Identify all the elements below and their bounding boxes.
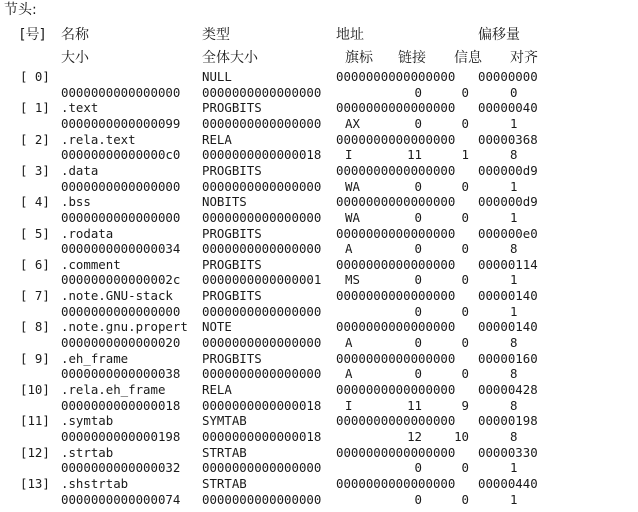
section-flags: I bbox=[345, 397, 353, 413]
section-index: [ 5] bbox=[20, 225, 50, 241]
section-flags: A bbox=[345, 366, 353, 382]
section-align: 1 bbox=[510, 209, 518, 225]
section-index: [13] bbox=[20, 475, 50, 491]
section-offset: 00000368 bbox=[478, 131, 538, 147]
section-align: 1 bbox=[510, 491, 518, 507]
section-offset: 00000040 bbox=[478, 100, 538, 116]
section-link: 11 bbox=[407, 397, 422, 413]
header-align: 对齐 bbox=[510, 50, 538, 66]
section-address: 0000000000000000 bbox=[336, 319, 456, 335]
section-name: .note.gnu.propert bbox=[61, 319, 188, 335]
section-align: 1 bbox=[510, 115, 518, 131]
section-offset: 00000114 bbox=[478, 256, 538, 272]
section-align: 1 bbox=[510, 460, 518, 476]
section-align: 8 bbox=[510, 147, 518, 163]
section-type: NOBITS bbox=[202, 194, 247, 210]
section-flags: A bbox=[345, 241, 353, 257]
section-entsize: 0000000000000000 bbox=[202, 115, 322, 131]
section-flags: WA bbox=[345, 209, 360, 225]
section-size: 0000000000000000 bbox=[61, 178, 181, 194]
header-index: [号] bbox=[20, 27, 45, 43]
section-info: 0 bbox=[461, 272, 469, 288]
section-info: 10 bbox=[454, 428, 469, 444]
section-index: [ 3] bbox=[20, 162, 50, 178]
section-type: RELA bbox=[202, 131, 232, 147]
section-type: PROGBITS bbox=[202, 288, 262, 304]
section-link: 0 bbox=[414, 241, 422, 257]
section-name: .symtab bbox=[61, 413, 114, 429]
section-link: 0 bbox=[414, 460, 422, 476]
section-index: [10] bbox=[20, 382, 50, 397]
header-address: 地址 bbox=[336, 27, 364, 43]
section-link: 0 bbox=[414, 115, 422, 131]
section-address: 0000000000000000 bbox=[336, 131, 456, 147]
header-entsize: 全体大小 bbox=[202, 50, 258, 66]
section-link: 0 bbox=[414, 303, 422, 319]
section-index: [ 1] bbox=[20, 100, 50, 116]
section-offset: 000000d9 bbox=[478, 162, 538, 178]
header-info: 信息 bbox=[454, 50, 482, 66]
section-info: 0 bbox=[461, 491, 469, 507]
section-offset: 00000330 bbox=[478, 444, 538, 460]
section-size: 0000000000000020 bbox=[61, 335, 181, 351]
header-flags: 旗标 bbox=[345, 50, 373, 66]
section-size: 00000000000000c0 bbox=[61, 147, 181, 163]
section-size: 0000000000000032 bbox=[61, 460, 181, 476]
header-type: 类型 bbox=[202, 27, 230, 43]
section-info: 0 bbox=[461, 209, 469, 225]
section-align: 0 bbox=[510, 84, 518, 100]
section-entsize: 0000000000000000 bbox=[202, 335, 322, 351]
section-address: 0000000000000000 bbox=[336, 382, 456, 397]
section-link: 0 bbox=[414, 209, 422, 225]
section-name: .note.GNU-stack bbox=[61, 288, 173, 304]
section-entsize: 0000000000000018 bbox=[202, 147, 322, 163]
section-name: .rodata bbox=[61, 225, 114, 241]
section-entsize: 0000000000000018 bbox=[202, 397, 322, 413]
section-link: 0 bbox=[414, 272, 422, 288]
section-address: 0000000000000000 bbox=[336, 475, 456, 491]
section-name: .rela.text bbox=[61, 131, 136, 147]
section-link: 12 bbox=[407, 428, 422, 444]
section-entsize: 0000000000000000 bbox=[202, 491, 322, 507]
section-index: [ 9] bbox=[20, 350, 50, 366]
section-info: 9 bbox=[461, 397, 469, 413]
section-info: 0 bbox=[461, 115, 469, 131]
section-align: 8 bbox=[510, 428, 518, 444]
section-address: 0000000000000000 bbox=[336, 256, 456, 272]
section-entsize: 0000000000000000 bbox=[202, 84, 322, 100]
section-address: 0000000000000000 bbox=[336, 100, 456, 116]
section-link: 0 bbox=[414, 335, 422, 351]
section-info: 0 bbox=[461, 366, 469, 382]
section-info: 0 bbox=[461, 84, 469, 100]
section-info: 1 bbox=[461, 147, 469, 163]
section-flags: I bbox=[345, 147, 353, 163]
section-info: 0 bbox=[461, 335, 469, 351]
section-align: 1 bbox=[510, 272, 518, 288]
section-entsize: 0000000000000000 bbox=[202, 209, 322, 225]
section-entsize: 0000000000000000 bbox=[202, 460, 322, 476]
section-offset: 00000140 bbox=[478, 288, 538, 304]
section-size: 0000000000000034 bbox=[61, 241, 181, 257]
section-size: 0000000000000038 bbox=[61, 366, 181, 382]
section-size: 0000000000000000 bbox=[61, 303, 181, 319]
section-flags: A bbox=[345, 335, 353, 351]
section-entsize: 0000000000000000 bbox=[202, 303, 322, 319]
section-index: [ 8] bbox=[20, 319, 50, 335]
section-address: 0000000000000000 bbox=[336, 194, 456, 210]
section-type: STRTAB bbox=[202, 444, 247, 460]
section-offset: 000000d9 bbox=[478, 194, 538, 210]
section-name: .shstrtab bbox=[61, 475, 129, 491]
section-type: PROGBITS bbox=[202, 225, 262, 241]
section-type: RELA bbox=[202, 382, 232, 397]
section-offset: 00000140 bbox=[478, 319, 538, 335]
section-index: [11] bbox=[20, 413, 50, 429]
section-offset: 00000160 bbox=[478, 350, 538, 366]
section-size: 0000000000000000 bbox=[61, 209, 181, 225]
section-offset: 00000428 bbox=[478, 382, 538, 397]
section-type: PROGBITS bbox=[202, 256, 262, 272]
section-size: 000000000000002c bbox=[61, 272, 181, 288]
section-name: .data bbox=[61, 162, 99, 178]
section-offset: 00000198 bbox=[478, 413, 538, 429]
section-link: 0 bbox=[414, 178, 422, 194]
header-name: 名称 bbox=[61, 27, 89, 43]
section-size: 0000000000000198 bbox=[61, 428, 181, 444]
section-link: 0 bbox=[414, 491, 422, 507]
section-align: 8 bbox=[510, 366, 518, 382]
section-entsize: 0000000000000000 bbox=[202, 241, 322, 257]
section-flags: AX bbox=[345, 115, 360, 131]
section-entsize: 0000000000000000 bbox=[202, 366, 322, 382]
section-entsize: 0000000000000001 bbox=[202, 272, 322, 288]
section-info: 0 bbox=[461, 241, 469, 257]
section-flags: MS bbox=[345, 272, 360, 288]
section-address: 0000000000000000 bbox=[336, 69, 456, 84]
section-offset: 00000000 bbox=[478, 69, 538, 84]
section-index: [ 7] bbox=[20, 288, 50, 304]
section-address: 0000000000000000 bbox=[336, 162, 456, 178]
section-type: NOTE bbox=[202, 319, 232, 335]
section-name: .eh_frame bbox=[61, 350, 129, 366]
section-address: 0000000000000000 bbox=[336, 413, 456, 429]
section-link: 0 bbox=[414, 84, 422, 100]
section-info: 0 bbox=[461, 178, 469, 194]
section-size: 0000000000000074 bbox=[61, 491, 181, 507]
section-name: .bss bbox=[61, 194, 91, 210]
section-address: 0000000000000000 bbox=[336, 288, 456, 304]
section-index: [ 6] bbox=[20, 256, 50, 272]
header-link: 链接 bbox=[398, 50, 426, 66]
section-type: NULL bbox=[202, 69, 232, 84]
section-name: .text bbox=[61, 100, 99, 116]
section-align: 1 bbox=[510, 178, 518, 194]
section-offset: 000000e0 bbox=[478, 225, 538, 241]
section-address: 0000000000000000 bbox=[336, 225, 456, 241]
section-flags: WA bbox=[345, 178, 360, 194]
section-type: SYMTAB bbox=[202, 413, 247, 429]
section-size: 0000000000000000 bbox=[61, 84, 181, 100]
section-align: 1 bbox=[510, 303, 518, 319]
section-align: 8 bbox=[510, 241, 518, 257]
section-index: [12] bbox=[20, 444, 50, 460]
section-address: 0000000000000000 bbox=[336, 350, 456, 366]
section-index: [ 0] bbox=[20, 69, 50, 84]
section-info: 0 bbox=[461, 303, 469, 319]
section-align: 8 bbox=[510, 397, 518, 413]
section-info: 0 bbox=[461, 460, 469, 476]
section-index: [ 2] bbox=[20, 131, 50, 147]
section-name: .strtab bbox=[61, 444, 114, 460]
section-entsize: 0000000000000000 bbox=[202, 178, 322, 194]
header-size: 大小 bbox=[61, 50, 89, 66]
section-align: 8 bbox=[510, 335, 518, 351]
section-type: PROGBITS bbox=[202, 100, 262, 116]
section-link: 11 bbox=[407, 147, 422, 163]
section-type: STRTAB bbox=[202, 475, 247, 491]
section-size: 0000000000000099 bbox=[61, 115, 181, 131]
section-type: PROGBITS bbox=[202, 162, 262, 178]
section-headers-title: 节头: bbox=[4, 2, 37, 18]
section-name: .comment bbox=[61, 256, 121, 272]
section-address: 0000000000000000 bbox=[336, 444, 456, 460]
section-name: .rela.eh_frame bbox=[61, 382, 166, 397]
section-size: 0000000000000018 bbox=[61, 397, 181, 413]
section-link: 0 bbox=[414, 366, 422, 382]
section-type: PROGBITS bbox=[202, 350, 262, 366]
header-offset: 偏移量 bbox=[478, 27, 520, 43]
section-offset: 00000440 bbox=[478, 475, 538, 491]
section-entsize: 0000000000000018 bbox=[202, 428, 322, 444]
section-index: [ 4] bbox=[20, 194, 50, 210]
